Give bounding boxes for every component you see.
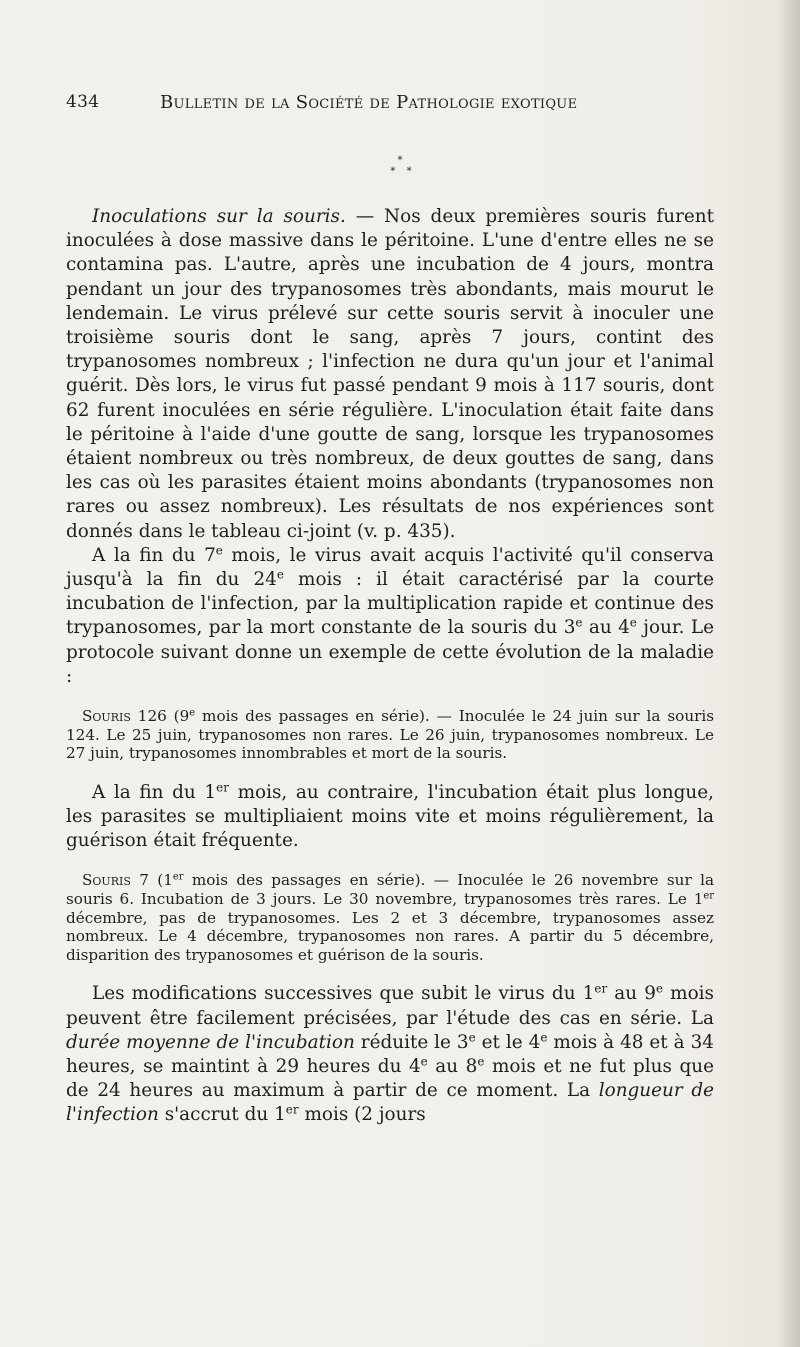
text-run: au 4: [582, 617, 630, 639]
paragraph-first-month: [66, 781, 714, 854]
superscript: e: [629, 615, 637, 630]
spacer: [66, 964, 714, 982]
text-run: mois à 48 et à 34 heures, se maintint à 29 heures du 4: [66, 1031, 714, 1078]
protocol-souris-126: [66, 707, 714, 763]
superscript: e: [189, 707, 196, 719]
text-run: A la fin du 1: [92, 781, 217, 803]
paragraph-modifications: [66, 982, 714, 1127]
superscript: er: [703, 890, 714, 902]
superscript: e: [276, 567, 284, 582]
asterism-bottom: * *: [390, 166, 416, 177]
text-run: jour. Le protocole suivant donne un exemple de cette évolution de la maladie :: [66, 617, 715, 687]
section-heading: Inoculations sur la souris.: [92, 206, 346, 227]
text-run: mois, au contraire, l'incubation était plus longue, les parasites se multipliaient moins vite et moins régulièrement, la guérison était fréquente.: [66, 781, 714, 852]
protocol-lead: Souris: [82, 871, 131, 890]
superscript: er: [285, 1102, 299, 1117]
superscript: er: [172, 872, 184, 884]
text-run: mois, le virus avait acquis l'activité qu'il conserva jusqu'à la fin du 24: [66, 544, 714, 591]
superscript: e: [215, 543, 223, 558]
text-run: s'accrut du 1: [158, 1104, 286, 1126]
italic-term: durée moyenne de l'incubation: [66, 1031, 355, 1053]
text-run: mois et ne fut plus que de 24 heures au maximum à partir de ce moment. La: [66, 1056, 715, 1102]
superscript: e: [575, 615, 583, 630]
text-run: mois (2 jours: [298, 1104, 426, 1126]
paragraph-inoculations: [66, 205, 714, 544]
spacer: [66, 689, 714, 707]
paragraph-text: — Nos deux premières souris furent inoculées à dose massive dans le péritoine. L'une d'entre elles ne se contamina pas. L'autre, après une incubation de 4 jours, montra pendant un jour des trypanosomes très abondants, mais mourut le lendemain. Le virus prélevé sur cette souris servit à inoculer une troisième souris dont le sang, après 7 jours, contint des trypanosomes nombreux ; l'infection ne dura qu'un jour et l'animal guérit. Dès lors, le virus fut passé pendant 9 mois à 117 souris, dont 62 furent inoculées en série régulière. L'inoculation était faite dans le péritoine à l'aide d'une goutte de sang, lorsque les trypanosomes étaient nombreux ou très nombreux, de deux gouttes de sang, dans les cas où les parasites étaient moins abondants (trypanosomes non rares ou assez nombreux). Les résultats de nos expériences sont donnés dans le tableau ci-joint (v. p. 435).: [66, 206, 714, 542]
text-run: mois des passages en série). — Inoculée le 24 juin sur la souris 124. Le 25 juin, trypanosomes non rares. Le 26 juin, trypanosomes nombreux. Le 27 juin, trypanosomes innombrables et mort de la souris.: [66, 707, 715, 763]
section-break-asterism: [0, 155, 800, 177]
text-run: mois peuvent être facilement précisées, par l'étude des cas en série. La: [66, 983, 714, 1029]
protocol-lead: Souris: [82, 707, 131, 726]
protocol-souris-7: [66, 871, 714, 964]
superscript: er: [216, 780, 229, 795]
paragraph-activity: [66, 544, 714, 689]
superscript: e: [468, 1030, 476, 1045]
superscript: e: [420, 1054, 428, 1069]
superscript: e: [477, 1054, 485, 1069]
text-run: mois des passages en série). — Inoculée le 26 novembre sur la souris 6. Incubation de 3 jours. Le 30 novembre, trypanosomes très rares. Le 1: [66, 871, 715, 909]
text-run: mois : il était caractérisé par la courte incubation de l'infection, par la multiplication rapide et continue des trypanosomes, par la mort constante de la souris du 3: [66, 569, 714, 639]
text-run: Les modifications successives que subit le virus du 1: [92, 983, 595, 1005]
text-run: réduite le 3: [354, 1031, 469, 1053]
journal-title: Bulletin de la Société de Pathologie exotique: [160, 92, 578, 113]
text-run: au 9: [607, 983, 656, 1005]
spacer: [66, 853, 714, 871]
superscript: er: [594, 981, 608, 996]
page-edge-shadow: [778, 0, 800, 1347]
text-run: décembre, pas de trypanosomes. Les 2 et 3 décembre, trypanosomes assez nombreux. Le 4 décembre, trypanosomes non rares. A partir du 5 décembre, disparition des trypanosomes et guérison de la souris.: [66, 908, 714, 964]
page-number: 434: [66, 92, 100, 112]
text-run: A la fin du 7: [92, 544, 216, 566]
body-text: [66, 205, 714, 1128]
text-run: 7 (1: [130, 871, 173, 890]
text-run: au 8: [427, 1056, 478, 1078]
text-run: et le 4: [475, 1031, 541, 1053]
text-run: 126 (9: [130, 707, 190, 726]
superscript: e: [655, 981, 664, 996]
asterism-top: *: [397, 155, 403, 166]
spacer: [66, 763, 714, 781]
superscript: e: [540, 1030, 548, 1045]
italic-term: longueur de l'infection: [66, 1080, 714, 1126]
